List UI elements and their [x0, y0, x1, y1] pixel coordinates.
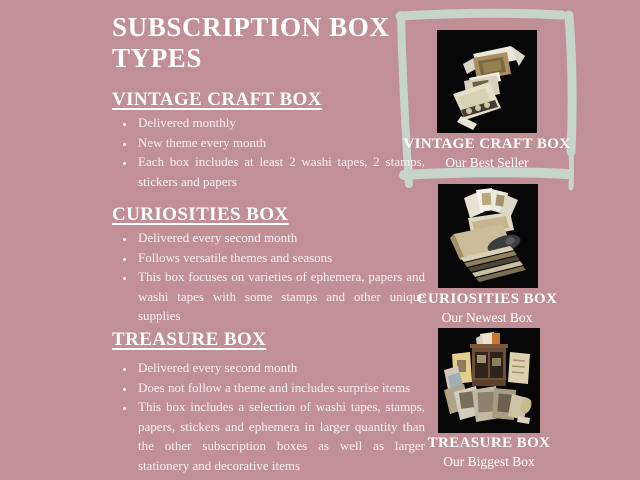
curiosities-box-bullet-list [119, 228, 425, 326]
product-name: VINTAGE CRAFT BOX [403, 136, 571, 152]
vintage-craft-box-bullet-list [119, 113, 425, 191]
bullet-item: • This box focuses on varieties of ephemera, papers and washi tapes with some stamps and other unique supplies [135, 267, 425, 326]
section-heading-curiosities-box: CURIOSITIES BOX [112, 204, 289, 225]
product-name: CURIOSITIES BOX [416, 291, 558, 307]
bullet-item: • This box includes a selection of washi tapes, stamps, papers, stickers and ephemera in larger quantity than the other subscription boxes as well as larger stationery and decorative items [135, 397, 425, 475]
product-tagline: Our Biggest Box [443, 454, 535, 469]
bullet-item: • Delivered every second month [135, 358, 425, 378]
curiosities-box-photo [438, 184, 538, 288]
vintage-craft-box-photo [437, 30, 537, 133]
vintage-craft-box-caption [401, 136, 573, 171]
product-tagline: Our Newest Box [441, 310, 533, 325]
treasure-box-caption [403, 435, 575, 470]
section-heading-treasure-box: TREASURE BOX [112, 329, 267, 350]
bullet-item: • Delivered every second month [135, 228, 425, 248]
bullet-item: • Follows versatile themes and seasons [135, 248, 425, 268]
bullet-item: • Each box includes at least 2 washi tapes, 2 stamps, stickers and papers [135, 152, 425, 191]
product-name: TREASURE BOX [427, 435, 551, 451]
bullet-item: • Delivered monthly [135, 113, 425, 133]
product-tagline: Our Best Seller [445, 155, 529, 170]
treasure-box-photo [438, 328, 540, 433]
section-heading-vintage-craft-box: VINTAGE CRAFT BOX [112, 89, 322, 110]
bullet-item: • Does not follow a theme and includes surprise items [135, 378, 425, 398]
treasure-box-bullet-list [119, 358, 425, 475]
curiosities-box-caption [401, 291, 573, 326]
page-title: SUBSCRIPTION BOX TYPES [112, 12, 390, 73]
bullet-item: • New theme every month [135, 133, 425, 153]
